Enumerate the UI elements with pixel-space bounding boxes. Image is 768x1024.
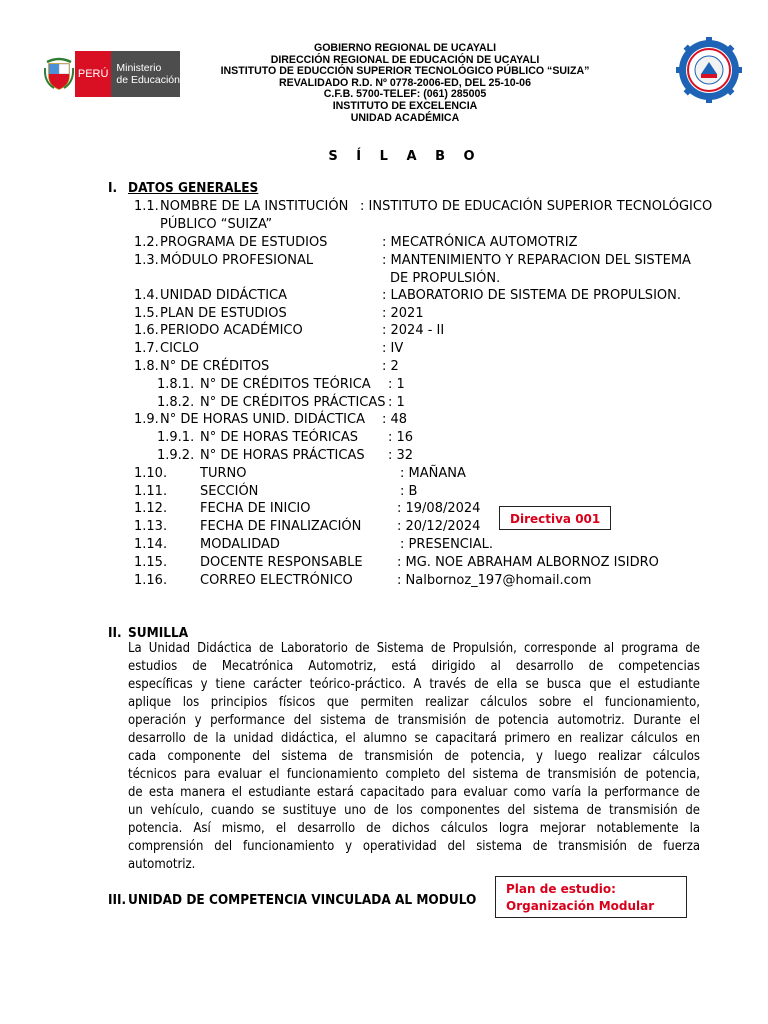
row-label: N° DE CRÉDITOS xyxy=(160,359,270,374)
sumilla-paragraph xyxy=(128,640,700,874)
row-number: 1.9. xyxy=(134,412,159,427)
datos-row xyxy=(0,358,768,376)
row-value: : 2021 xyxy=(382,306,424,321)
row-value: : 2 xyxy=(382,359,399,374)
datos-row xyxy=(0,376,768,394)
header-line: INSTITUTO DE EXCELENCIA xyxy=(332,99,478,112)
sumilla-line: aplique los principios físicos que permiten realizar cálculos sobre el funcionamiento, xyxy=(128,695,700,710)
peru-label: PERÚ xyxy=(75,51,111,97)
section-3-title: UNIDAD DE COMPETENCIA VINCULADA AL MODULO xyxy=(128,892,477,908)
row-label: UNIDAD DIDÁCTICA xyxy=(160,288,288,303)
datos-row xyxy=(0,447,768,465)
row-number: 1.6. xyxy=(134,323,159,338)
row-value: : LABORATORIO DE SISTEMA DE PROPULSION. xyxy=(382,288,681,303)
header-line: C.F.B. 5700-TELEF: (061) 285005 xyxy=(323,88,487,101)
row-label: MODALIDAD xyxy=(200,537,280,552)
sumilla-line: potencia. Así mismo, el desarrollo de dichos cálculos logra mejorar notablemente la xyxy=(128,821,700,836)
row-label: FECHA DE FINALIZACIÓN xyxy=(200,519,362,534)
row-label: N° DE HORAS PRÁCTICAS xyxy=(200,448,365,463)
datos-row xyxy=(0,252,768,270)
sumilla-line: un vehículo, cuando se sustituye uno de los componentes del sistema de transmisión de xyxy=(128,803,700,818)
sumilla-line: cada componente del sistema de transmisión de potencia, y luego realizar cálculos xyxy=(128,749,700,764)
row-label: CICLO xyxy=(160,341,199,356)
sumilla-line: desarrollo de la unidad didáctica, el alumno se capacitará primero en realizar cálculos en xyxy=(128,731,700,746)
institution-header xyxy=(195,43,615,124)
row-label: DOCENTE RESPONSABLE xyxy=(200,555,363,570)
row-number: 1.10. xyxy=(134,466,168,481)
row-number: 1.9.1. xyxy=(157,430,195,445)
datos-row xyxy=(0,305,768,323)
row-number: 1.8.1. xyxy=(157,377,195,392)
section-2-number: II. xyxy=(108,625,122,641)
row-number: 1.16. xyxy=(134,573,168,588)
row-number: 1.12. xyxy=(134,501,168,516)
sumilla-line: automotriz. xyxy=(128,857,196,872)
sumilla-line: de esta manera el estudiante estará capacitado para evaluar como varía la performance de xyxy=(128,785,700,800)
header-line: INSTITUTO DE EDUCCIÓN SUPERIOR TECNOLÓGICO PÚBLICO “SUIZA” xyxy=(220,65,590,78)
section-1-heading xyxy=(108,180,258,196)
row-number: 1.7. xyxy=(134,341,159,356)
row-number: 1.1. xyxy=(134,199,159,214)
datos-row xyxy=(0,429,768,447)
section-2-title: SUMILLA xyxy=(128,625,189,641)
row-value: : 19/08/2024 xyxy=(397,501,481,516)
datos-row xyxy=(0,483,768,501)
row-number: 1.2. xyxy=(134,235,159,250)
datos-row xyxy=(0,465,768,483)
ministerio-educacion-logo xyxy=(44,51,180,97)
row-value: : MECATRÓNICA AUTOMOTRIZ xyxy=(382,235,578,250)
row-value: : 48 xyxy=(382,412,408,427)
peru-shield-icon xyxy=(44,51,75,97)
datos-row xyxy=(0,518,768,536)
plan-note-line2: Organización Modular xyxy=(506,899,655,913)
row-continuation: PÚBLICO “SUIZA” xyxy=(160,217,273,232)
ministry-label xyxy=(111,51,180,97)
row-value: : IV xyxy=(382,341,404,356)
plan-estudio-note xyxy=(495,876,687,918)
datos-row-continuation xyxy=(0,270,768,288)
row-label: N° DE CRÉDITOS TEÓRICA xyxy=(200,377,371,392)
row-number: 1.8. xyxy=(134,359,159,374)
row-number: 1.9.2. xyxy=(157,448,195,463)
row-value: : 1 xyxy=(388,395,405,410)
datos-row xyxy=(0,322,768,340)
datos-row xyxy=(0,536,768,554)
row-label: PROGRAMA DE ESTUDIOS xyxy=(160,235,328,250)
section-3-heading xyxy=(108,892,476,908)
section-2-heading xyxy=(108,625,188,641)
row-value: : 32 xyxy=(388,448,414,463)
row-value: : 1 xyxy=(388,377,405,392)
row-label: MÓDULO PROFESIONAL xyxy=(160,253,314,268)
datos-row-continuation xyxy=(0,216,768,234)
row-number: 1.11. xyxy=(134,484,168,499)
header-line: GOBIERNO REGIONAL DE UCAYALI xyxy=(313,42,497,54)
row-value: : 20/12/2024 xyxy=(397,519,481,534)
row-value: : 2024 - II xyxy=(382,323,445,338)
datos-row xyxy=(0,394,768,412)
row-value: : Nalbornoz_197@homail.com xyxy=(397,573,592,588)
row-continuation: DE PROPULSIÓN. xyxy=(390,271,501,286)
sumilla-line: La Unidad Didáctica de Laboratorio de Sistema de Propulsión, corresponde al programa de xyxy=(128,641,700,656)
plan-note-line1: Plan de estudio: xyxy=(506,882,616,896)
row-label: PLAN DE ESTUDIOS xyxy=(160,306,287,321)
row-value: : PRESENCIAL. xyxy=(400,537,493,552)
row-value: : INSTITUTO DE EDUCACIÓN SUPERIOR TECNOLÓGICO xyxy=(360,199,713,214)
row-number: 1.15. xyxy=(134,555,168,570)
section-1-title: DATOS GENERALES xyxy=(128,180,259,196)
row-label: CORREO ELECTRÓNICO xyxy=(200,573,353,588)
sumilla-line: específicas y tiene carácter teórico-práctico. A través de ella se busca que el estudiante xyxy=(128,677,700,692)
row-label: TURNO xyxy=(200,466,247,481)
row-value: : MAÑANA xyxy=(400,466,466,481)
row-value: : MG. NOE ABRAHAM ALBORNOZ ISIDRO xyxy=(397,555,659,570)
datos-row xyxy=(0,554,768,572)
row-number: 1.4. xyxy=(134,288,159,303)
row-number: 1.8.2. xyxy=(157,395,195,410)
ministry-line1: Ministerio xyxy=(116,62,162,74)
row-label: NOMBRE DE LA INSTITUCIÓN xyxy=(160,199,349,214)
institute-seal-icon xyxy=(676,37,742,103)
header-line: UNIDAD ACADÉMICA xyxy=(350,111,460,124)
sumilla-line: comprensión del funcionamiento y operatividad del sistema de transmisión de fuerza xyxy=(128,839,700,854)
document-title: S Í L A B O xyxy=(328,149,482,164)
datos-row xyxy=(0,500,768,518)
row-label: N° DE HORAS TEÓRICAS xyxy=(200,430,358,445)
directiva-note: Directiva 001 xyxy=(499,506,611,530)
row-label: SECCIÓN xyxy=(200,484,259,499)
row-number: 1.13. xyxy=(134,519,168,534)
datos-row xyxy=(0,198,768,216)
header-line: REVALIDADO R.D. Nº 0778-2006-ED, DEL 25-10-06 xyxy=(279,76,531,89)
sumilla-line: operación y performance del sistema de transmisión de potencia automotriz. Durante el xyxy=(128,713,700,728)
row-label: N° DE CRÉDITOS PRÁCTICAS xyxy=(200,395,386,410)
section-1-number: I. xyxy=(108,180,118,196)
row-value: : 16 xyxy=(388,430,414,445)
row-number: 1.3. xyxy=(134,253,159,268)
row-label: FECHA DE INICIO xyxy=(200,501,311,516)
row-number: 1.5. xyxy=(134,306,159,321)
row-label: N° DE HORAS UNID. DIDÁCTICA xyxy=(160,412,365,427)
datos-row xyxy=(0,287,768,305)
header-line: DIRECCIÓN REGIONAL DE EDUCACIÓN DE UCAYALI xyxy=(270,53,540,66)
row-number: 1.14. xyxy=(134,537,168,552)
row-value: : B xyxy=(400,484,418,499)
datos-row xyxy=(0,411,768,429)
datos-row xyxy=(0,234,768,252)
row-value: : MANTENIMIENTO Y REPARACION DEL SISTEMA xyxy=(382,253,691,268)
row-label: PERIODO ACADÉMICO xyxy=(160,323,303,338)
datos-row xyxy=(0,572,768,590)
datos-row xyxy=(0,340,768,358)
sumilla-line: técnicos para evaluar el funcionamiento completo del sistema de transmisión de potencia, xyxy=(128,767,700,782)
section-3-number: III. xyxy=(108,892,127,908)
ministry-line2: de Educación xyxy=(116,74,180,86)
sumilla-line: estudios de Mecatrónica Automotriz, está dirigido al desarrollo de competencias xyxy=(128,659,700,674)
